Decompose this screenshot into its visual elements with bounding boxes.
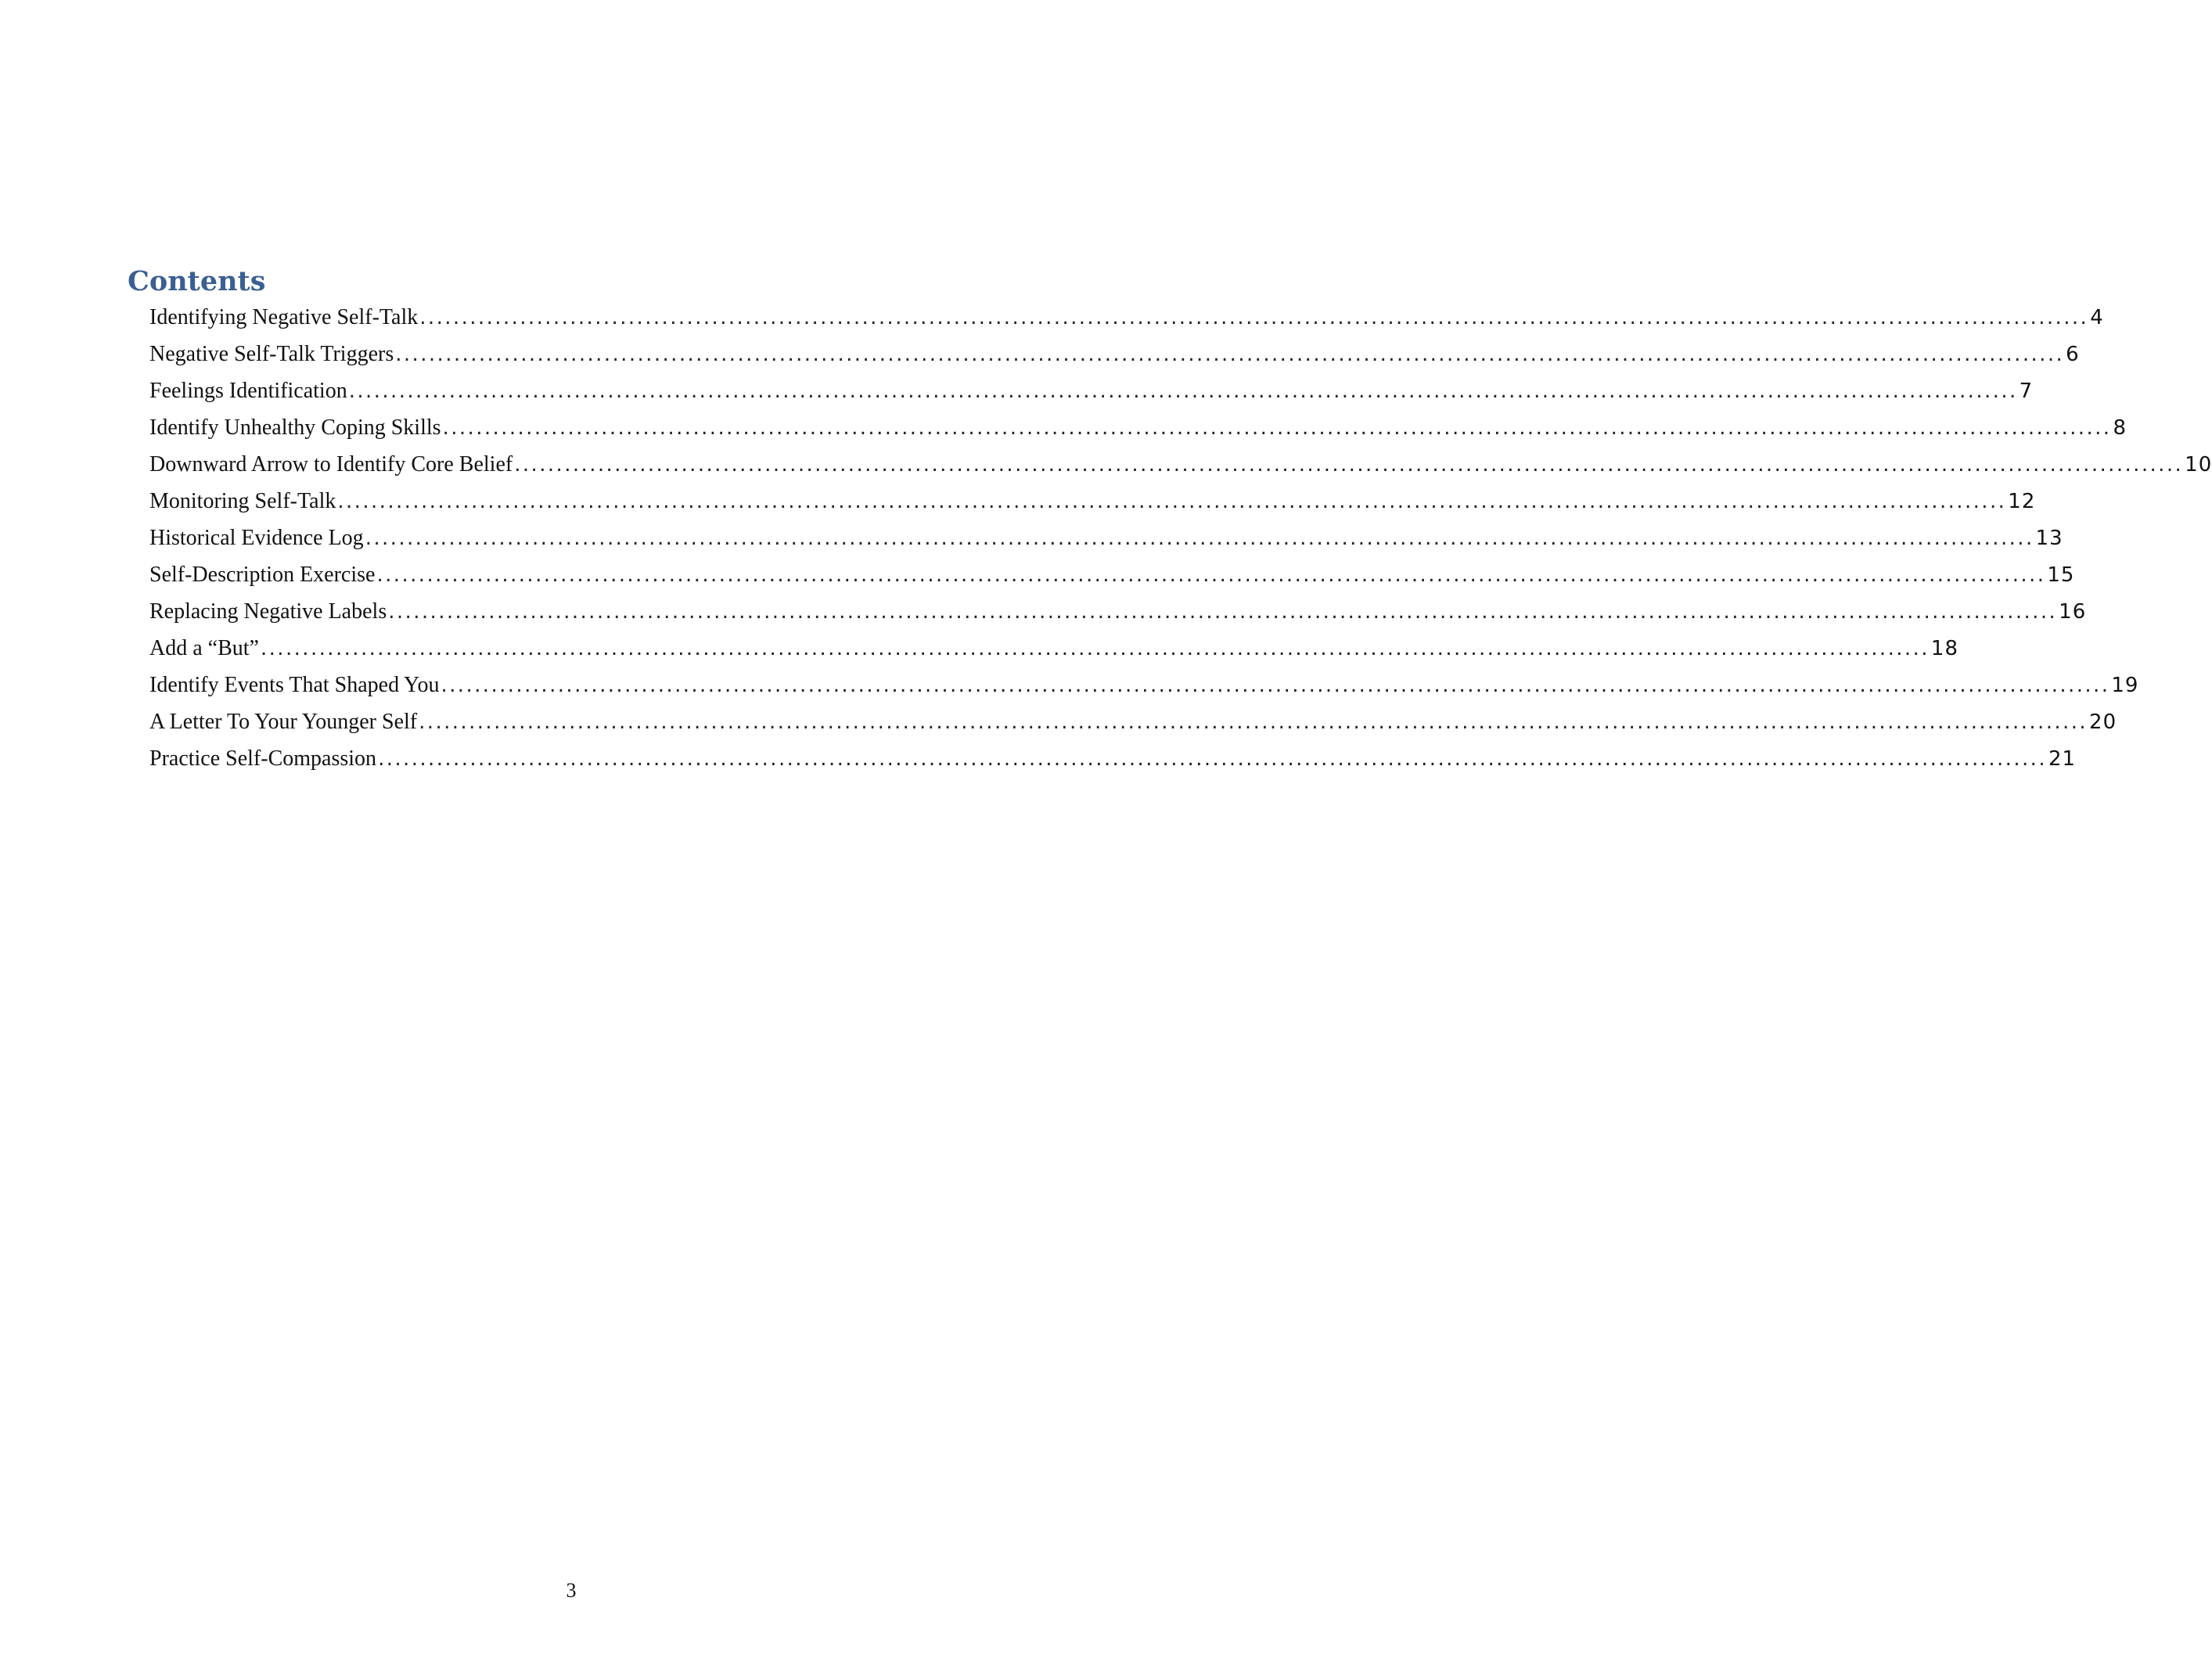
toc-entry-page[interactable]: 13 [2035,527,2063,550]
toc-entry[interactable] [149,483,2036,520]
toc-leader-dots: ........................................................................................................................................................................................................ [348,379,2018,403]
toc-entry-page[interactable]: 10 [2185,453,2212,477]
toc-entry-page[interactable]: 8 [2113,416,2127,440]
toc-entry-title[interactable]: Add a “But” [149,636,259,660]
toc-entry-page[interactable]: 4 [2090,306,2104,329]
toc-leader-dots: ........................................................................................................................................................................................................ [378,747,2047,771]
toc-entry-title[interactable]: Identify Unhealthy Coping Skills [149,415,441,440]
toc-entry-page[interactable]: 12 [2008,490,2036,513]
toc-entry-title[interactable]: Self-Description Exercise [149,563,376,587]
toc-leader-dots: ........................................................................................................................................................................................................ [337,490,2007,513]
toc-leader-dots: ........................................................................................................................................................................................................ [395,343,2065,366]
toc-leader-dots: ........................................................................................................................................................................................................ [419,710,2088,734]
toc-entry-page[interactable]: 20 [2089,710,2117,734]
toc-entry[interactable] [149,740,2077,777]
toc-entry-title[interactable]: Historical Evidence Log [149,526,364,550]
toc-entry-page[interactable]: 19 [2111,674,2139,697]
toc-entry[interactable] [149,556,2075,593]
toc-entry-page[interactable]: 16 [2059,600,2087,624]
toc-leader-dots: ........................................................................................................................................................................................................ [388,600,2058,624]
toc-entry[interactable] [149,336,2080,372]
toc-entry[interactable] [149,299,2104,336]
toc-entry[interactable] [149,667,2139,703]
toc-entry-title[interactable]: Negative Self-Talk Triggers [149,342,394,366]
toc-entry-title[interactable]: Monitoring Self-Talk [149,489,336,513]
toc-entry-title[interactable]: Identify Events That Shaped You [149,673,440,697]
table-of-contents [149,299,2212,777]
toc-leader-dots: ........................................................................................................................................................................................................ [441,674,2110,697]
page-number: 3 [566,1579,577,1602]
toc-leader-dots: ........................................................................................................................................................................................................ [442,416,2112,440]
toc-entry-title[interactable]: Identifying Negative Self-Talk [149,305,419,329]
toc-entry-title[interactable]: Downward Arrow to Identify Core Belief [149,452,513,477]
toc-leader-dots: ........................................................................................................................................................................................................ [260,637,1930,660]
toc-leader-dots: ........................................................................................................................................................................................................ [376,563,2046,587]
toc-entry-title[interactable]: Practice Self-Compassion [149,746,377,771]
toc-entry-title[interactable]: A Letter To Your Younger Self [149,710,418,734]
toc-entry[interactable] [149,703,2117,740]
toc-entry[interactable] [149,372,2034,409]
toc-entry-title[interactable]: Feelings Identification [149,379,347,403]
toc-entry-page[interactable]: 18 [1930,637,1958,660]
toc-entry[interactable] [149,446,2212,483]
toc-leader-dots: ........................................................................................................................................................................................................ [419,306,2089,329]
toc-leader-dots: ........................................................................................................................................................................................................ [365,527,2034,550]
toc-entry[interactable] [149,593,2087,630]
toc-entry-page[interactable]: 7 [2019,379,2034,403]
toc-leader-dots: ........................................................................................................................................................................................................ [514,453,2184,477]
toc-entry-title[interactable]: Replacing Negative Labels [149,599,387,624]
toc-heading: Contents [128,265,266,297]
toc-entry-page[interactable]: 6 [2066,343,2080,366]
toc-entry[interactable] [149,520,2063,556]
toc-entry-page[interactable]: 15 [2047,563,2075,587]
toc-entry[interactable] [149,630,1958,667]
toc-entry[interactable] [149,409,2127,446]
toc-entry-page[interactable]: 21 [2048,747,2077,771]
